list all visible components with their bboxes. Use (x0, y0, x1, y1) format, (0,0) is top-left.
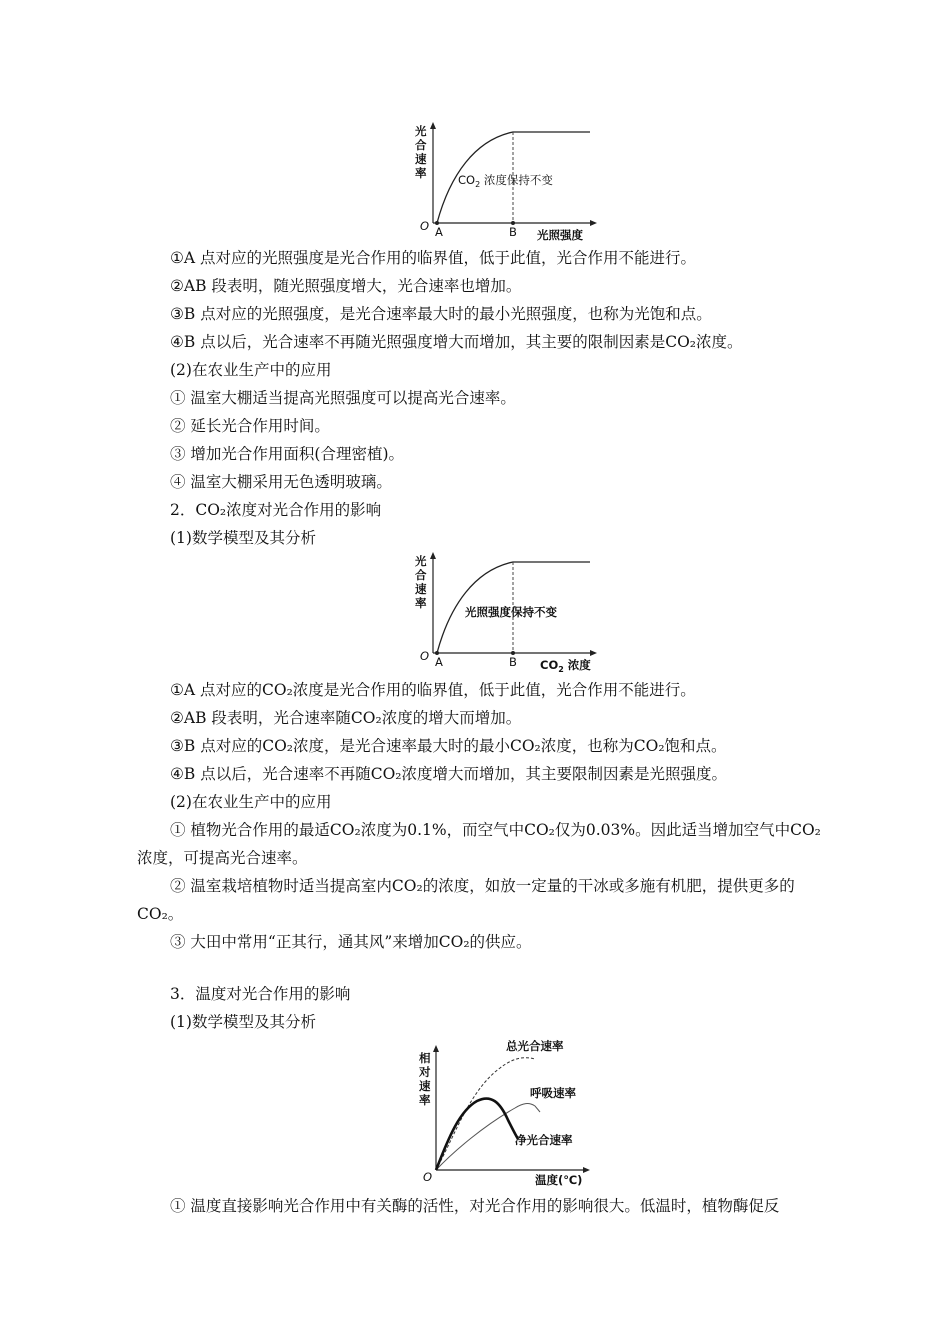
y-label-char: 率 (415, 596, 427, 610)
y-axis-label (418, 1051, 431, 1107)
origin-label: O (420, 219, 430, 233)
point-b-label: B (509, 655, 517, 669)
subheading: (2)在农业生产中的应用 (170, 361, 332, 379)
respiration-label: 呼吸速率 (530, 1086, 576, 1100)
x-axis-label: 温度(℃) (535, 1173, 583, 1187)
text-line: ④B 点以后，光合速率不再随CO₂浓度增大而增加，其主要限制因素是光照强度。 (170, 765, 727, 783)
x-axis-label: $CO_2$ 浓度 (540, 658, 591, 674)
y-axis-label (415, 124, 427, 180)
y-axis-arrow (433, 1045, 439, 1052)
text-line: ④B 点以后，光合速率不再随光照强度增大而增加，其主要的限制因素是CO₂浓度。 (170, 333, 743, 351)
figure-temperature-curve (405, 1040, 605, 1188)
subheading: (1)数学模型及其分析 (170, 529, 316, 547)
y-label-char: 合 (415, 138, 427, 152)
y-label-char: 速 (419, 1079, 431, 1093)
text-line: ①A 点对应的CO₂浓度是光合作用的临界值，低于此值，光合作用不能进行。 (170, 681, 696, 699)
text-line: ①A 点对应的光照强度是光合作用的临界值，低于此值，光合作用不能进行。 (170, 249, 697, 267)
text-line: ②AB 段表明，随光照强度增大，光合速率也增加。 (170, 277, 522, 295)
text-line: CO₂。 (137, 905, 184, 923)
y-label-char: 速 (415, 152, 427, 166)
y-label-char: 率 (415, 166, 427, 180)
section-heading: 3．温度对光合作用的影响 (170, 985, 351, 1003)
origin-label: O (423, 1170, 433, 1184)
x-axis-arrow (590, 650, 597, 656)
text-line: ② 延长光合作用时间。 (170, 417, 330, 435)
condition-annotation: 光照强度保持不变 (465, 605, 557, 619)
net-photosynthesis-label: 净光合速率 (515, 1133, 573, 1147)
text-line: ① 温室大棚适当提高光照强度可以提高光合速率。 (170, 389, 516, 407)
text-line: ③B 点对应的光照强度，是光合速率最大时的最小光照强度，也称为光饱和点。 (170, 305, 712, 323)
y-label-char: 光 (415, 124, 427, 138)
y-label-char: 相 (419, 1051, 431, 1065)
y-axis-arrow (430, 552, 436, 559)
x-axis-arrow (590, 220, 597, 226)
section-heading: 2．CO₂浓度对光合作用的影响 (170, 501, 382, 519)
net-photosynthesis-curve (436, 1098, 518, 1170)
x-axis-arrow (583, 1167, 590, 1173)
y-label-char: 速 (415, 582, 427, 596)
y-axis-arrow (430, 122, 436, 129)
figure-co2-concentration-curve (405, 550, 605, 675)
temperature-chart (405, 1040, 605, 1188)
text-line: ③B 点对应的CO₂浓度，是光合速率最大时的最小CO₂浓度，也称为CO₂饱和点。 (170, 737, 727, 755)
total-photosynthesis-label: 总光合速率 (506, 1039, 564, 1053)
text-line: ②AB 段表明，光合速率随CO₂浓度的增大而增加。 (170, 709, 522, 727)
point-a-label: A (435, 225, 443, 239)
y-label-char: 率 (419, 1093, 431, 1107)
point-a-label: A (435, 655, 443, 669)
figure-light-intensity-curve (405, 120, 605, 245)
text-line: ① 植物光合作用的最适CO₂浓度为0.1%，而空气中CO₂仅为0.03%。因此适当增加空气中CO₂ (170, 821, 821, 839)
y-axis-label (415, 554, 427, 610)
text-line: ④ 温室大棚采用无色透明玻璃。 (170, 473, 392, 491)
text-line: ① 温度直接影响光合作用中有关酶的活性，对光合作用的影响很大。低温时，植物酶促反 (170, 1197, 780, 1215)
y-label-char: 合 (415, 568, 427, 582)
condition-annotation: $CO_2$ 浓度保持不变 (458, 173, 553, 189)
y-label-char: 光 (415, 554, 427, 568)
text-line: ③ 增加光合作用面积(合理密植)。 (170, 445, 405, 463)
y-label-char: 对 (419, 1065, 431, 1079)
text-line: ② 温室栽培植物时适当提高室内CO₂的浓度，如放一定量的干冰或多施有机肥，提供更多的 (170, 877, 795, 895)
subheading: (1)数学模型及其分析 (170, 1013, 316, 1031)
origin-label: O (420, 649, 430, 663)
text-line: ③ 大田中常用“正其行，通其风”来增加CO₂的供应。 (170, 933, 532, 951)
point-b-label: B (509, 225, 517, 239)
text-line: 浓度，可提高光合速率。 (137, 849, 308, 867)
total-photosynthesis-curve (436, 1058, 535, 1170)
subheading: (2)在农业生产中的应用 (170, 793, 332, 811)
x-axis-label: 光照强度 (537, 228, 583, 242)
co2-concentration-chart (405, 550, 605, 675)
light-intensity-chart (405, 120, 605, 245)
